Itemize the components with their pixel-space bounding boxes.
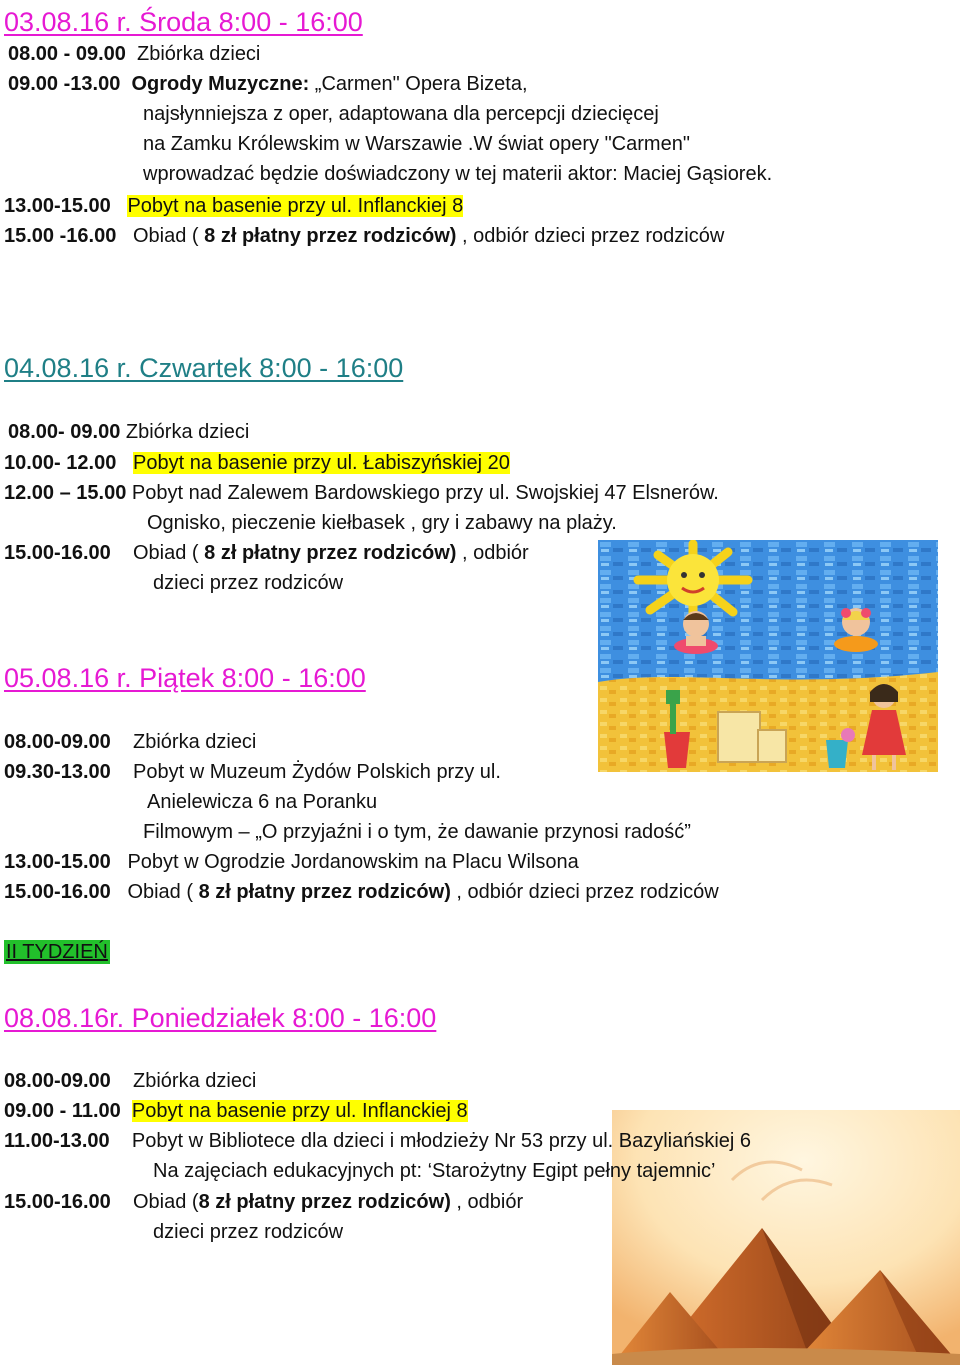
- activity-continuation: Na zajęciach edukacyjnych pt: ‘Starożytny Egipt pełny tajemnic’: [153, 1160, 716, 1182]
- schedule-row: [4, 541, 529, 565]
- activity-bold: 8 zł płatny przez rodziców): [204, 542, 457, 564]
- schedule-row: [4, 451, 510, 475]
- activity-text-highlighted: Pobyt na basenie przy ul. Łabiszyńskiej 20: [133, 452, 510, 474]
- time-label: 08.00 - 09.00: [8, 43, 126, 65]
- time-label: 13.00-15.00: [4, 851, 111, 873]
- time-label: 15.00-16.00: [4, 1191, 111, 1213]
- activity-text-highlighted: Pobyt na basenie przy ul. Inflanckiej 8: [131, 1100, 468, 1122]
- activity-continuation: wprowadzać będzie doświadczony w tej materii aktor: Maciej Gąsiorek.: [143, 163, 773, 185]
- schedule-row: [4, 1190, 523, 1214]
- time-label: 15.00-16.00: [4, 881, 111, 903]
- activity-text: Pobyt nad Zalewem Bardowskiego przy ul. Swojskiej 47 Elsnerów.: [131, 482, 719, 504]
- activity-text: , odbiór dzieci przez rodziców: [450, 881, 719, 903]
- time-label: 09.00 -13.00: [8, 73, 121, 95]
- beach-drawing-image: [598, 540, 938, 772]
- activity-text: Zbiórka dzieci: [125, 421, 250, 443]
- day4-heading: 08.08.16r. Poniedziałek 8:00 - 16:00: [4, 1003, 437, 1033]
- beach-drawing-svg: [598, 540, 938, 772]
- activity-continuation: najsłynniejsza z oper, adaptowana dla percepcji dziecięcej: [143, 103, 659, 125]
- activity-text: Pobyt w Ogrodzie Jordanowskim na Placu Wilsona: [127, 851, 579, 873]
- activity-bold: Ogrody Muzyczne:: [131, 73, 310, 95]
- activity-text: Zbiórka dzieci: [133, 731, 257, 753]
- schedule-row: [4, 194, 463, 218]
- activity-bold: 8 zł płatny przez rodziców): [204, 225, 457, 247]
- time-label: 12.00 – 15.00: [4, 482, 127, 504]
- schedule-row: [8, 420, 249, 444]
- schedule-row: [4, 730, 256, 754]
- activity-bold: 8 zł płatny przez rodziców): [198, 881, 451, 903]
- time-label: 15.00 -16.00: [4, 225, 117, 247]
- schedule-row: [4, 1099, 468, 1123]
- schedule-row: [8, 72, 528, 96]
- time-label: 08.00-09.00: [4, 731, 111, 753]
- schedule-row: [4, 481, 719, 505]
- activity-text: „Carmen" Opera Bizeta,: [309, 73, 528, 95]
- activity-bold: 8 zł płatny przez rodziców): [198, 1191, 451, 1213]
- day1-heading: 03.08.16 r. Środa 8:00 - 16:00: [4, 7, 363, 37]
- activity-text: , odbiór dzieci przez rodziców: [456, 225, 725, 247]
- time-label: 11.00-13.00: [4, 1130, 110, 1152]
- activity-text: Obiad (: [133, 225, 205, 247]
- activity-continuation: Anielewicza 6 na Poranku: [147, 791, 378, 813]
- activity-continuation: Ognisko, pieczenie kiełbasek , gry i zabawy na plaży.: [147, 512, 617, 534]
- activity-text-highlighted: Pobyt na basenie przy ul. Inflanckiej 8: [127, 195, 464, 217]
- activity-continuation: Filmowym – „O przyjaźni i o tym, że dawanie przynosi radość”: [143, 821, 691, 843]
- activity-text: , odbiór: [456, 542, 529, 564]
- activity-continuation: dzieci przez rodziców: [153, 1221, 344, 1243]
- activity-continuation: dzieci przez rodziców: [153, 572, 344, 594]
- schedule-row: [4, 760, 501, 784]
- activity-text: Obiad (: [133, 1191, 199, 1213]
- time-label: 13.00-15.00: [4, 195, 111, 217]
- time-label: 09.00 - 11.00: [4, 1100, 121, 1122]
- activity-text: Pobyt w Muzeum Żydów Polskich przy ul.: [133, 761, 501, 783]
- week-label: II TYDZIEŃ: [6, 941, 108, 963]
- time-label: 15.00-16.00: [4, 542, 111, 564]
- time-label: 10.00- 12.00: [4, 452, 117, 474]
- schedule-row: [4, 880, 719, 904]
- schedule-row: [8, 42, 260, 66]
- time-label: 08.00- 09.00: [8, 421, 121, 443]
- activity-continuation: na Zamku Królewskim w Warszawie .W świat opery "Carmen": [143, 133, 690, 155]
- day2-heading: 04.08.16 r. Czwartek 8:00 - 16:00: [4, 353, 404, 383]
- activity-text: Obiad (: [127, 881, 199, 903]
- schedule-row: [4, 1069, 256, 1093]
- schedule-row: [4, 224, 724, 248]
- day3-heading: 05.08.16 r. Piątek 8:00 - 16:00: [4, 663, 366, 693]
- activity-text: Zbiórka dzieci: [137, 43, 261, 65]
- schedule-row: [4, 1129, 751, 1153]
- schedule-row: [4, 850, 579, 874]
- activity-text: Pobyt w Bibliotece dla dzieci i młodzieży Nr 53 przy ul. Bazyliańskiej 6: [131, 1130, 752, 1152]
- time-label: 09.30-13.00: [4, 761, 111, 783]
- activity-text: Zbiórka dzieci: [133, 1070, 257, 1092]
- activity-text: , odbiór: [450, 1191, 524, 1213]
- activity-text: Obiad (: [133, 542, 205, 564]
- time-label: 08.00-09.00: [4, 1070, 111, 1092]
